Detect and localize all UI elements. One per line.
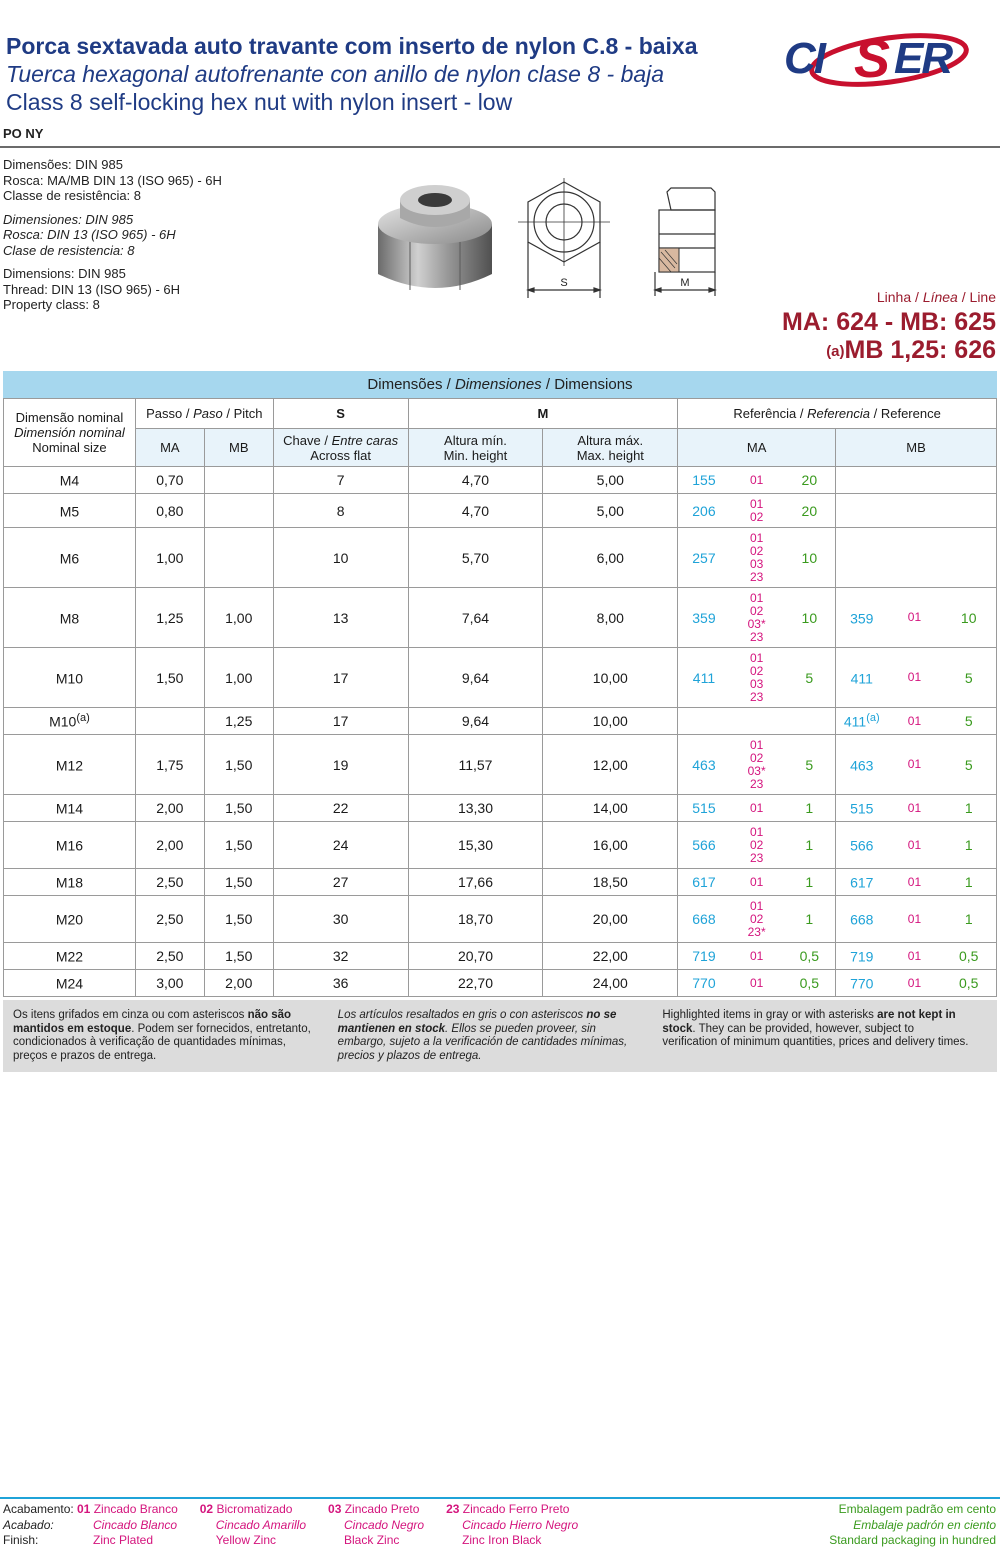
finish-code: 01: [749, 472, 764, 487]
mb-ref-code: 411: [836, 648, 888, 708]
pitch-ma-cell: 2,50: [135, 869, 204, 896]
mb-ref-code: 770: [836, 970, 888, 997]
nominal-size-cell: M16: [4, 822, 136, 869]
table-row: [4, 970, 997, 997]
svg-text:CI: CI: [784, 34, 824, 83]
mb-finish-codes: [888, 528, 942, 588]
finish-code: 01: [749, 800, 764, 815]
finish-code: 01: [749, 824, 764, 839]
nominal-size-cell: M6: [4, 528, 136, 588]
finish-code: 01: [907, 757, 922, 771]
finish-code: 02: [749, 750, 764, 765]
finish-code: 01: [749, 530, 764, 545]
pitch-ma-cell: 3,00: [135, 970, 204, 997]
pitch-ma-cell: 1,00: [135, 528, 204, 588]
header-pitch-mb: MB: [204, 429, 273, 467]
finish-legend: Acabamento: Acabado: Finish: 01 Zincado Branco Cincado Blanco Zinc Plated 02 Bicromatizado Cincado Amarillo Yellow Zinc 03 Zincado Preto Cincado Negro Black Zinc 23 Zincado Ferro Preto Cincado Hierro Negro Zinc Iron Black: [3, 1502, 579, 1547]
min-height-cell: 22,70: [408, 970, 543, 997]
mb-finish-codes: [888, 869, 942, 896]
max-height-cell: 14,00: [543, 795, 678, 822]
ma-finish-codes: [730, 708, 784, 735]
min-height-cell: 18,70: [408, 896, 543, 943]
across-flat-cell: 7: [273, 467, 408, 494]
pitch-mb-cell: 2,00: [204, 970, 273, 997]
pitch-ma-cell: [135, 708, 204, 735]
header-ref-ma: MA: [678, 429, 836, 467]
ciser-logo: [780, 22, 998, 92]
across-flat-cell: 17: [273, 648, 408, 708]
across-flat-cell: 19: [273, 735, 408, 795]
nominal-size-cell: M22: [4, 943, 136, 970]
nominal-size-cell: M20: [4, 896, 136, 943]
header-across-flat: Chave / Entre caras Across flat: [273, 429, 408, 467]
nominal-size-cell: M8: [4, 588, 136, 648]
ma-finish-codes: [730, 467, 784, 494]
svg-text:S: S: [854, 29, 891, 89]
page-title: [6, 32, 766, 116]
product-code: PO NY: [3, 126, 44, 141]
across-flat-cell: 24: [273, 822, 408, 869]
finish-code: 01: [907, 911, 922, 926]
ma-packaging: 5: [784, 735, 836, 795]
ma-packaging: 5: [784, 648, 836, 708]
ma-packaging: 1: [784, 869, 836, 896]
finish-option: 23 Zincado Ferro Preto Cincado Hierro Negro Zinc Iron Black: [446, 1502, 579, 1547]
hex-top-view-drawing: [514, 178, 614, 300]
pitch-mb-cell: [204, 494, 273, 528]
table-row: [4, 735, 997, 795]
across-flat-cell: 13: [273, 588, 408, 648]
min-height-cell: 17,66: [408, 869, 543, 896]
max-height-cell: 22,00: [543, 943, 678, 970]
nominal-size-cell: M4: [4, 467, 136, 494]
finish-code: 01: [907, 800, 922, 815]
mb-packaging: 1: [941, 822, 996, 869]
mb-packaging: 10: [941, 588, 996, 648]
nominal-size-cell: M10: [4, 648, 136, 708]
finish-code: 03: [749, 676, 764, 691]
ma-ref-code: 463: [678, 735, 730, 795]
specs-pt: Dimensões: DIN 985 Rosca: MA/MB DIN 13 (ISO 965) - 6H Classe de resistência: 8: [3, 157, 222, 203]
mb-ref-code: 515: [836, 795, 888, 822]
ma-ref-code: 617: [678, 869, 730, 896]
nut-photo: [370, 178, 500, 302]
pitch-ma-cell: 1,50: [135, 648, 204, 708]
finish-code: 23: [749, 776, 764, 791]
mb-packaging: 5: [941, 735, 996, 795]
pitch-ma-cell: 2,50: [135, 896, 204, 943]
mb-ref-code: 411$^{(a)}$: [836, 708, 888, 735]
max-height-cell: 5,00: [543, 494, 678, 528]
mb-finish-codes: [888, 943, 942, 970]
table-row: [4, 467, 997, 494]
ma-finish-codes: [730, 795, 784, 822]
mb-packaging: 1: [941, 896, 996, 943]
finish-code: 23: [749, 689, 764, 704]
m-label: M: [680, 277, 690, 289]
dimensions-table: [3, 398, 997, 997]
header-s: S: [273, 399, 408, 429]
pitch-mb-cell: [204, 467, 273, 494]
ma-packaging: 1: [784, 896, 836, 943]
mb-finish-codes: [888, 970, 942, 997]
ma-ref-code: 566: [678, 822, 730, 869]
mb-finish-codes: [888, 735, 942, 795]
finish-code: 01: [907, 837, 922, 852]
mb-finish-codes: [888, 494, 942, 528]
pitch-mb-cell: 1,50: [204, 943, 273, 970]
line-label: Linha / Línea / Line: [876, 289, 996, 305]
ma-packaging: [784, 708, 836, 735]
finish-code: 01: [907, 948, 922, 963]
finish-code: 03: [749, 556, 764, 571]
ma-packaging: 1: [784, 822, 836, 869]
table-row: [4, 822, 997, 869]
finish-option: 01 Zincado Branco Cincado Blanco Zinc Plated: [77, 1502, 178, 1547]
pitch-mb-cell: 1,50: [204, 735, 273, 795]
ma-ref-code: [678, 708, 730, 735]
mb-packaging: 5: [941, 708, 996, 735]
specs-en: Dimensions: DIN 985 Thread: DIN 13 (ISO 965) - 6H Property class: 8: [3, 266, 181, 312]
header-ref-mb: MB: [836, 429, 997, 467]
across-flat-cell: 36: [273, 970, 408, 997]
table-row: [4, 708, 997, 735]
finish-code: 01: [907, 670, 922, 684]
finish-code: 01: [749, 737, 764, 752]
max-height-cell: 10,00: [543, 648, 678, 708]
table-row: [4, 896, 997, 943]
pitch-ma-cell: 2,00: [135, 822, 204, 869]
min-height-cell: 9,64: [408, 708, 543, 735]
across-flat-cell: 30: [273, 896, 408, 943]
nominal-size-cell: M14: [4, 795, 136, 822]
mb-packaging: [941, 528, 996, 588]
across-flat-cell: 22: [273, 795, 408, 822]
mb-ref-code: [836, 528, 888, 588]
ma-packaging: 0,5: [784, 943, 836, 970]
mb-ref-code: 617: [836, 869, 888, 896]
mb-packaging: 0,5: [941, 970, 996, 997]
min-height-cell: 7,64: [408, 588, 543, 648]
table-row: [4, 494, 997, 528]
pitch-ma-cell: 2,50: [135, 943, 204, 970]
across-flat-cell: 8: [273, 494, 408, 528]
max-height-cell: 5,00: [543, 467, 678, 494]
finish-code: 23: [749, 850, 764, 865]
table-row: [4, 795, 997, 822]
pitch-ma-cell: 1,25: [135, 588, 204, 648]
min-height-cell: 15,30: [408, 822, 543, 869]
ma-finish-codes: [730, 970, 784, 997]
line-values-mb: $^{(a)}$MB 1,25: 626: [826, 336, 996, 364]
finish-code: 01: [907, 975, 922, 990]
note-en: Highlighted items in gray or with asterisks are not kept in stock. They can be provided, however, subject to verification of minimum quantities, prices and delivery times.: [662, 1009, 969, 1048]
ma-ref-code: 206: [678, 494, 730, 528]
pitch-ma-cell: 1,75: [135, 735, 204, 795]
min-height-cell: 11,57: [408, 735, 543, 795]
finish-code: 01: [907, 713, 922, 728]
finish-code: 03*: [747, 763, 766, 778]
ma-ref-code: 770: [678, 970, 730, 997]
ma-finish-codes: [730, 735, 784, 795]
header-pitch-ma: MA: [135, 429, 204, 467]
finish-code: 02: [749, 543, 764, 558]
pitch-ma-cell: 0,70: [135, 467, 204, 494]
header-min-height: Altura mín. Min. height: [408, 429, 543, 467]
min-height-cell: 13,30: [408, 795, 543, 822]
mb-packaging: [941, 494, 996, 528]
line-values: MA: 624 - MB: 625: [782, 308, 996, 336]
min-height-cell: 20,70: [408, 943, 543, 970]
finish-code: 01: [749, 948, 764, 963]
pitch-mb-cell: 1,00: [204, 588, 273, 648]
ma-finish-codes: [730, 494, 784, 528]
ma-finish-codes: [730, 943, 784, 970]
header-reference: Referência / Referencia / Reference: [678, 399, 997, 429]
finish-code: 23*: [747, 924, 766, 939]
header-nominal: Dimensão nominal Dimensión nominal Nominal size: [4, 399, 136, 467]
across-flat-cell: 10: [273, 528, 408, 588]
max-height-cell: 24,00: [543, 970, 678, 997]
nominal-size-cell: M5: [4, 494, 136, 528]
pitch-mb-cell: 1,25: [204, 708, 273, 735]
mb-ref-code: 359: [836, 588, 888, 648]
finish-code: 01: [907, 874, 922, 889]
nominal-size-cell: M10$^{(a)}$: [4, 708, 136, 735]
footer-divider: [0, 1497, 1000, 1499]
ma-packaging: 0,5: [784, 970, 836, 997]
mb-ref-code: 566: [836, 822, 888, 869]
pitch-ma-cell: 0,80: [135, 494, 204, 528]
header-pitch: Passo / Paso / Pitch: [135, 399, 273, 429]
ma-ref-code: 668: [678, 896, 730, 943]
max-height-cell: 8,00: [543, 588, 678, 648]
header-max-height: Altura máx. Max. height: [543, 429, 678, 467]
note-es: Los artículos resaltados en gris o con asteriscos no se mantienen en stock. Ellos se pueden proveer, sin embargo, sujeto a la verificación de cantidades mínimas, precios y plazos de entrega.: [337, 1009, 628, 1062]
mb-finish-codes: [888, 648, 942, 708]
mb-packaging: 1: [941, 869, 996, 896]
ma-packaging: 10: [784, 528, 836, 588]
packaging-note: Embalagem padrão em cento Embalaje padrón en ciento Standard packaging in hundred: [829, 1502, 996, 1547]
mb-finish-codes: [888, 708, 942, 735]
ma-ref-code: 257: [678, 528, 730, 588]
mb-finish-codes: [888, 795, 942, 822]
table-row: [4, 648, 997, 708]
divider: [0, 146, 1000, 148]
mb-packaging: [941, 467, 996, 494]
finish-code: 01: [749, 874, 764, 889]
finish-option: 03 Zincado Preto Cincado Negro Black Zinc: [328, 1502, 425, 1547]
mb-ref-code: [836, 494, 888, 528]
pitch-mb-cell: [204, 528, 273, 588]
finish-code: 01: [749, 590, 764, 605]
finish-code: 01: [749, 975, 764, 990]
finish-code: 02: [749, 837, 764, 852]
nominal-size-cell: M18: [4, 869, 136, 896]
nut-side-view-drawing: [645, 182, 727, 300]
table-body: [4, 467, 997, 997]
max-height-cell: 16,00: [543, 822, 678, 869]
min-height-cell: 4,70: [408, 494, 543, 528]
min-height-cell: 4,70: [408, 467, 543, 494]
nominal-size-cell: M24: [4, 970, 136, 997]
min-height-cell: 5,70: [408, 528, 543, 588]
mb-finish-codes: [888, 467, 942, 494]
ma-ref-code: 359: [678, 588, 730, 648]
ma-ref-code: 155: [678, 467, 730, 494]
ma-packaging: 20: [784, 467, 836, 494]
ma-finish-codes: [730, 869, 784, 896]
pitch-mb-cell: 1,50: [204, 822, 273, 869]
ma-ref-code: 515: [678, 795, 730, 822]
table-row: [4, 869, 997, 896]
finish-code: 23: [749, 569, 764, 584]
finish-code: 02: [749, 911, 764, 926]
finish-code: 02: [749, 603, 764, 618]
finish-code: 02: [749, 663, 764, 678]
mb-packaging: 0,5: [941, 943, 996, 970]
pitch-mb-cell: 1,50: [204, 869, 273, 896]
table-title: Dimensões / Dimensiones / Dimensions: [3, 371, 997, 398]
header-m: M: [408, 399, 678, 429]
ma-ref-code: 719: [678, 943, 730, 970]
max-height-cell: 18,50: [543, 869, 678, 896]
table-row: [4, 528, 997, 588]
ma-ref-code: 411: [678, 648, 730, 708]
finish-code: 03*: [747, 616, 766, 631]
pitch-ma-cell: 2,00: [135, 795, 204, 822]
mb-ref-code: 668: [836, 896, 888, 943]
mb-packaging: 5: [941, 648, 996, 708]
svg-text:ER: ER: [894, 34, 952, 83]
title-pt: Porca sextavada auto travante com inserto de nylon C.8 - baixa: [6, 33, 698, 59]
ma-finish-codes: [730, 528, 784, 588]
mb-ref-code: 463: [836, 735, 888, 795]
stock-notes: [3, 1000, 997, 1072]
mb-finish-codes: [888, 822, 942, 869]
max-height-cell: 12,00: [543, 735, 678, 795]
finish-code: 01: [749, 496, 764, 511]
table-row: [4, 943, 997, 970]
ma-finish-codes: [730, 896, 784, 943]
pitch-mb-cell: 1,00: [204, 648, 273, 708]
max-height-cell: 10,00: [543, 708, 678, 735]
mb-finish-codes: [888, 588, 942, 648]
ma-packaging: 1: [784, 795, 836, 822]
across-flat-cell: 32: [273, 943, 408, 970]
mb-packaging: 1: [941, 795, 996, 822]
max-height-cell: 20,00: [543, 896, 678, 943]
finish-code: 02: [749, 509, 764, 524]
finish-code: 01: [907, 610, 922, 624]
ma-finish-codes: [730, 822, 784, 869]
specs-es: Dimensiones: DIN 985 Rosca: DIN 13 (ISO 965) - 6H Clase de resistencia: 8: [3, 211, 176, 258]
s-label: S: [560, 277, 568, 289]
pitch-mb-cell: 1,50: [204, 896, 273, 943]
max-height-cell: 6,00: [543, 528, 678, 588]
ma-packaging: 20: [784, 494, 836, 528]
across-flat-cell: 27: [273, 869, 408, 896]
finish-option: 02 Bicromatizado Cincado Amarillo Yellow Zinc: [199, 1502, 307, 1547]
ma-finish-codes: [730, 588, 784, 648]
finish-code: 01: [749, 898, 764, 913]
ma-finish-codes: [730, 648, 784, 708]
across-flat-cell: 17: [273, 708, 408, 735]
table-row: [4, 588, 997, 648]
mb-finish-codes: [888, 896, 942, 943]
mb-ref-code: 719: [836, 943, 888, 970]
mb-ref-code: [836, 467, 888, 494]
nominal-size-cell: M12: [4, 735, 136, 795]
ma-packaging: 10: [784, 588, 836, 648]
min-height-cell: 9,64: [408, 648, 543, 708]
title-en: Class 8 self-locking hex nut with nylon insert - low: [6, 89, 513, 115]
note-pt: Os itens grifados em cinza ou com asteriscos não são mantidos em estoque. Podem ser fornecidos, entretanto, condicionados à verificação de quantidades mínimas, preços e prazos de entrega.: [13, 1009, 311, 1062]
specifications: [3, 157, 222, 321]
finish-code: 01: [749, 650, 764, 665]
pitch-mb-cell: 1,50: [204, 795, 273, 822]
title-es: Tuerca hexagonal autofrenante con anillo de nylon clase 8 - baja: [6, 61, 665, 87]
finish-code: 23: [749, 629, 764, 644]
